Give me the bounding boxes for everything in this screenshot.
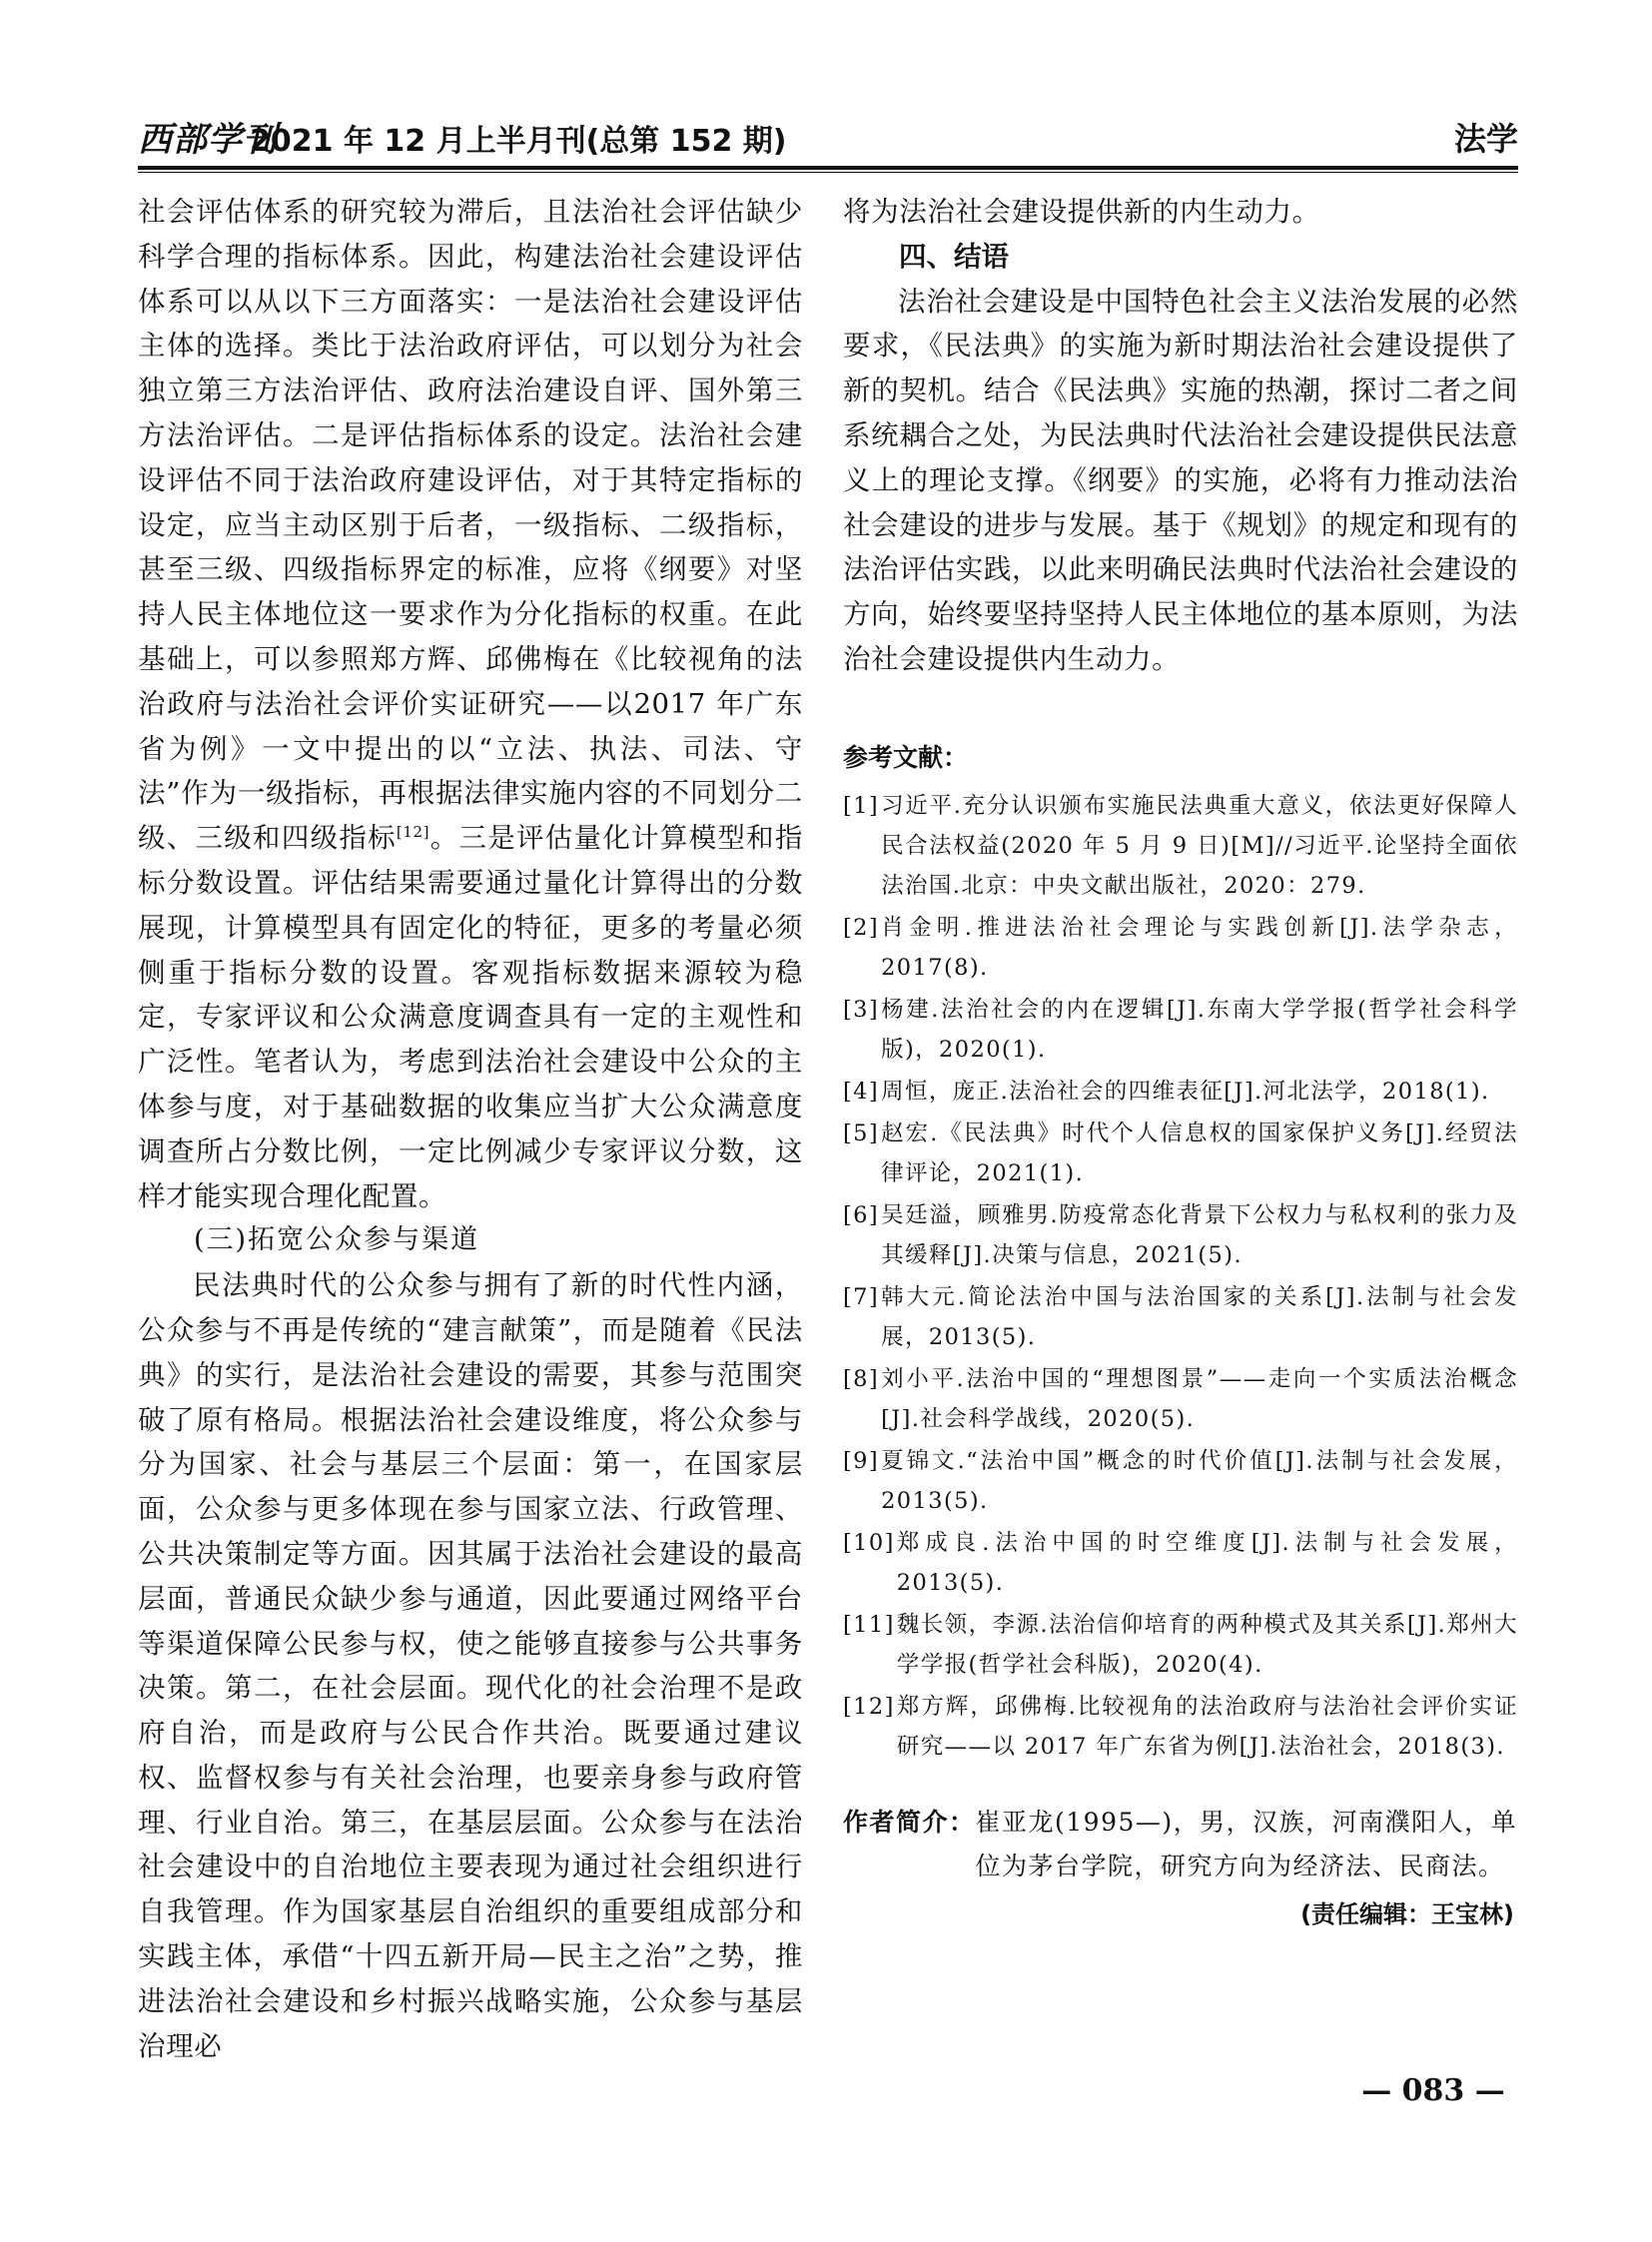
left-paragraph-1-text: 社会评估体系的研究较为滞后，且法治社会评估缺少科学合理的指标体系。因此，构建法治社会建设评估体系可以从以下三方面落实：一是法治社会建设评估主体的选择。类比于法治政府评估，可以划分为社会独立第三方法治评估、政府法治建设自评、国外第三方法治评估。二是评估指标体系的设定。法治社会建设评估不同于法治政府建设评估，对于其特定指标的设定，应当主动区别于后者，一级指标、二级指标，甚至三级、四级指标界定的标准，应将《纲要》对坚持人民主体地位这一要求作为分化指标的权重。在此基础上，可以参照郑方辉、邱佛梅在《比较视角的法治政府与法治社会评价实证研究——以2017 年广东省为例》一文中提出的以“立法、执法、司法、守法”作为一级指标，再根据法律实施内容的不同划分二级、三级和四级指标	[138, 196, 803, 855]
reference-item	[843, 1605, 1518, 1685]
reference-item	[843, 1687, 1518, 1767]
header-rule	[138, 166, 1518, 170]
author-bio-label: 作者简介：	[843, 1807, 976, 1837]
reference-item	[843, 1441, 1518, 1521]
reference-text: 杨建.法治社会的内在逻辑[J].东南大学学报(哲学社会科学版)，2020(1).	[881, 996, 1518, 1063]
reference-text: 习近平.充分认识颁布实施民法典重大意义，依法更好保障人民合法权益(2020 年 5 月 9 日)[M]//习近平.论坚持全面依法治国.北京：中央文献出版社，2020：279.	[881, 792, 1518, 899]
reference-number: [8]	[843, 1365, 880, 1392]
page-header	[138, 112, 1518, 158]
reference-text: 肖金明.推进法治社会理论与实践创新[J].法学杂志，2017(8).	[881, 914, 1518, 981]
reference-item	[843, 990, 1518, 1070]
reference-text: 魏长领，李源.法治信仰培育的两种模式及其关系[J].郑州大学学报(哲学社会科版)，2020(4).	[896, 1611, 1518, 1678]
citation-marker: [12]	[396, 823, 430, 841]
author-bio	[843, 1801, 1518, 1888]
reference-text: 周恒，庞正.法治社会的四维表征[J].河北法学，2018(1).	[881, 1078, 1490, 1105]
reference-item	[843, 908, 1518, 988]
reference-item	[843, 786, 1518, 906]
reference-number: [2]	[843, 914, 880, 941]
reference-text: 郑方辉，邱佛梅.比较视角的法治政府与法治社会评价实证研究——以 2017 年广东省为例[J].法治社会，2018(3).	[896, 1693, 1518, 1760]
reference-number: [9]	[843, 1447, 880, 1474]
left-paragraph-1	[138, 190, 803, 1218]
header-rule-thin	[138, 172, 1518, 173]
right-paragraph-0: 将为法治社会建设提供新的内生动力。	[843, 196, 1320, 228]
reference-item	[843, 1072, 1518, 1112]
reference-item	[843, 1523, 1518, 1603]
reference-text: 韩大元.简论法治中国与法治国家的关系[J].法制与社会发展，2013(5).	[881, 1283, 1518, 1350]
left-paragraph-1-tail: 。三是评估量化计算模型和指标分数设置。评估结果需要通过量化计算得出的分数展现，计算模型具有固定化的特征，更多的考量必须侧重于指标分数的设置。客观指标数据来源较为稳定，专家评议和公众满意度调查具有一定的主观性和广泛性。笔者认为，考虑到法治社会建设中公众的主体参与度，对于基础数据的收集应当扩大公众满意度调查所占分数比例，一定比例减少专家评议分数，这样才能实现合理化配置。	[138, 822, 803, 1212]
reference-number: [10]	[843, 1529, 895, 1556]
reference-item	[843, 1114, 1518, 1193]
reference-number: [11]	[843, 1611, 895, 1638]
author-bio-text: 崔亚龙(1995—)，男，汉族，河南濮阳人，单位为茅台学院，研究方向为经济法、民商法。	[975, 1807, 1518, 1880]
reference-text: 赵宏.《民法典》时代个人信息权的国家保护义务[J].经贸法律评论，2021(1).	[881, 1120, 1518, 1186]
subsection-heading: (三)拓宽公众参与渠道	[194, 1224, 480, 1256]
journal-name: 西部学刊	[138, 120, 278, 160]
references-title: 参考文献：	[843, 742, 969, 772]
left-column	[138, 190, 803, 2068]
conclusion-paragraph: 法治社会建设是中国特色社会主义法治发展的必然要求，《民法典》的实施为新时期法治社会建设提供了新的契机。结合《民法典》实施的热潮，探讨二者之间系统耦合之处，为民法典时代法治社会建设提供民法意义上的理论支撑。《纲要》的实施，必将有力推动法治社会建设的进步与发展。基于《规划》的规定和现有的法治评估实践，以此来明确民法典时代法治社会建设的方向，始终要坚持坚持人民主体地位的基本原则，为法治社会建设提供内生动力。	[843, 285, 1518, 675]
reference-list	[843, 786, 1518, 1767]
reference-item	[843, 1277, 1518, 1357]
reference-number: [7]	[843, 1283, 880, 1310]
reference-number: [6]	[843, 1201, 880, 1228]
reference-item	[843, 1359, 1518, 1439]
reference-number: [5]	[843, 1120, 880, 1146]
left-paragraph-2: 民法典时代的公众参与拥有了新的时代性内涵，公众参与不再是传统的“建言献策”，而是随着《民法典》的实行，是法治社会建设的需要，其参与范围突破了原有格局。根据法治社会建设维度，将公众参与分为国家、社会与基层三个层面：第一，在国家层面，公众参与更多体现在参与国家立法、行政管理、公共决策制定等方面。因其属于法治社会建设的最高层面，普通民众缺少参与通道，因此要通过网络平台等渠道保障公民参与权，使之能够直接参与公共事务决策。第二，在社会层面。现代化的社会治理不是政府自治，而是政府与公民合作共治。既要通过建议权、监督权参与有关社会治理，也要亲身参与政府管理、行业自治。第三，在基层层面。公众参与在法治社会建设中的自治地位主要表现为通过社会组织进行自我管理。作为国家基层自治组织的重要组成部分和实践主体，承借“十四五新开局—民主之治”之势，推进法治社会建设和乡村振兴战略实施，公众参与基层治理必	[138, 1269, 803, 2062]
section-label: 法学	[1453, 120, 1518, 158]
reference-text: 刘小平.法治中国的“理想图景”——走向一个实质法治概念[J].社会科学战线，2020(5).	[881, 1365, 1518, 1432]
conclusion-heading: 四、结语	[899, 240, 1009, 273]
reference-item	[843, 1195, 1518, 1275]
responsible-editor: (责任编辑：王宝林)	[1300, 1899, 1514, 1928]
reference-number: [1]	[843, 792, 880, 819]
reference-text: 郑成良.法治中国的时空维度[J].法制与社会发展，2013(5).	[896, 1529, 1518, 1596]
issue-info: 2021 年 12 月上半月刊(总第 152 期)	[250, 124, 787, 159]
reference-text: 夏锦文.“法治中国”概念的时代价值[J].法制与社会发展，2013(5).	[881, 1447, 1518, 1514]
reference-number: [12]	[843, 1693, 895, 1720]
reference-number: [3]	[843, 996, 880, 1023]
reference-number: [4]	[843, 1078, 880, 1105]
reference-text: 吴廷溢，顾雅男.防疫常态化背景下公权力与私权利的张力及其缓释[J].决策与信息，2021(5).	[881, 1201, 1518, 1268]
right-column	[843, 190, 1518, 1936]
page-number: — 083 —	[1361, 2073, 1505, 2108]
